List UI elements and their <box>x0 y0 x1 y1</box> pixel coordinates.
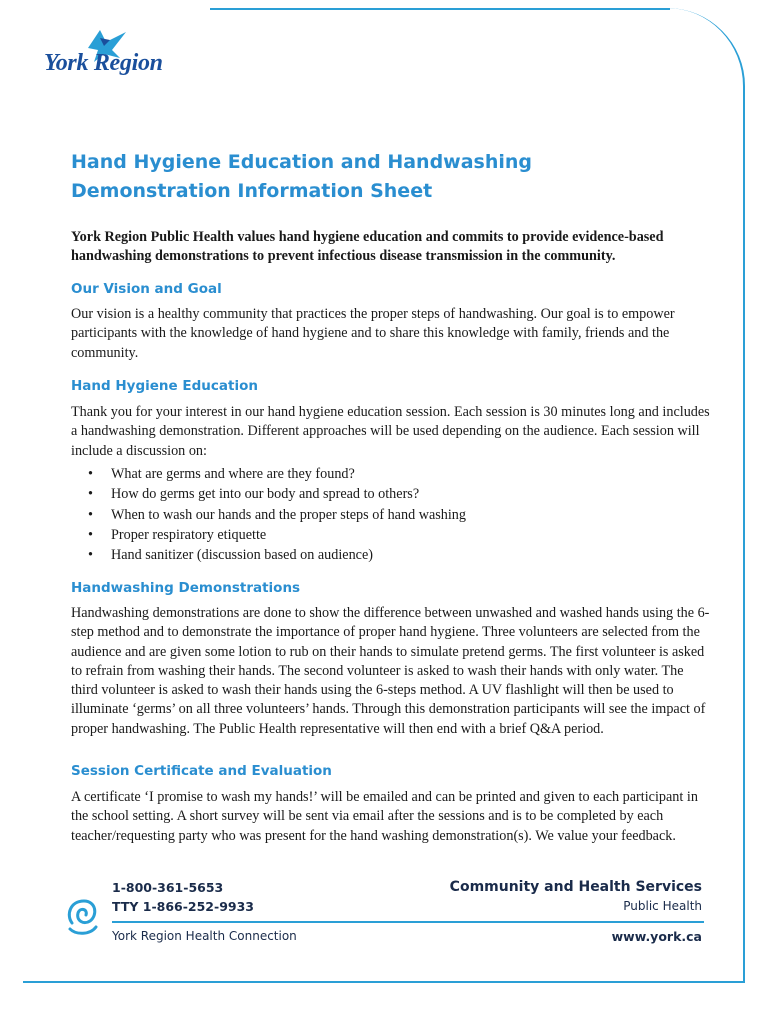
page-border-top <box>210 8 670 10</box>
certificate-body: A certificate ‘I promise to wash my hands!’ will be emailed and can be printed and given to each participant in the school setting. A short survey will be sent via email after the sessions and is to be completed by each teacher/requesting party who was present for the hand washing demonstration(s). We value your feedback. <box>71 789 698 844</box>
demonstrations-heading: Handwashing Demonstrations <box>71 580 301 596</box>
branch-name: Public Health <box>623 899 702 913</box>
swirl-icon <box>64 893 102 937</box>
website-link[interactable]: www.york.ca <box>611 929 702 944</box>
certificate-heading: Session Certificate and Evaluation <box>71 763 332 779</box>
phone-number[interactable]: 1-800-361-5653 <box>112 880 224 895</box>
intro-paragraph: York Region Public Health values hand hygiene education and commits to provide evidence-based handwashing demonstrations to prevent infectious disease transmission in the community. <box>71 229 664 264</box>
list-item: • When to wash our hands and the proper steps of hand washing <box>71 505 466 525</box>
health-connection-label: York Region Health Connection <box>112 929 297 943</box>
list-item: • Proper respiratory etiquette <box>71 525 466 545</box>
page-title: Hand Hygiene Education and Handwashing Demonstration Information Sheet <box>71 151 533 202</box>
vision-heading: Our Vision and Goal <box>71 281 222 297</box>
education-heading: Hand Hygiene Education <box>71 378 258 394</box>
demonstrations-body: Handwashing demonstrations are done to show the difference between unwashed and washed hands using the 6-step method and to demonstrate the importance of proper hand hygiene. Three volunteers are selected from the audience and are given some lotion to rub on their hands to simulate pretend germs. The first volunteer is asked to refrain from washing their hands. The second volunteer is asked to wash their hands with only water. The third volunteer is asked to wash their hands using the 6-steps method. A UV flashlight will then be used to illuminate ‘germs’ on all three volunteers’ hands. Through this demonstration participants will see the impact of proper handwashing. The Public Health representative will then end with a brief Q&A period. <box>71 605 710 737</box>
department-name: Community and Health Services <box>449 879 702 895</box>
tty-number[interactable]: TTY 1-866-252-9933 <box>112 899 254 914</box>
list-item: • What are germs and where are they found? <box>71 464 466 484</box>
vision-body: Our vision is a healthy community that practices the proper steps of handwashing. Our goal is to empower participants with the knowledge of hand hygiene and to share this knowledge with family, friends and the community. <box>71 306 675 361</box>
discussion-list <box>71 464 466 565</box>
logo-wordmark: York Region <box>44 50 163 76</box>
footer-divider <box>112 921 704 923</box>
list-item: • How do germs get into our body and spread to others? <box>71 484 466 504</box>
list-item: • Hand sanitizer (discussion based on audience) <box>71 545 466 565</box>
education-body: Thank you for your interest in our hand hygiene education session. Each session is 30 minutes long and includes a handwashing demonstration. Different approaches will be used depending on the audience. Each session will include a discussion on: <box>71 404 710 459</box>
